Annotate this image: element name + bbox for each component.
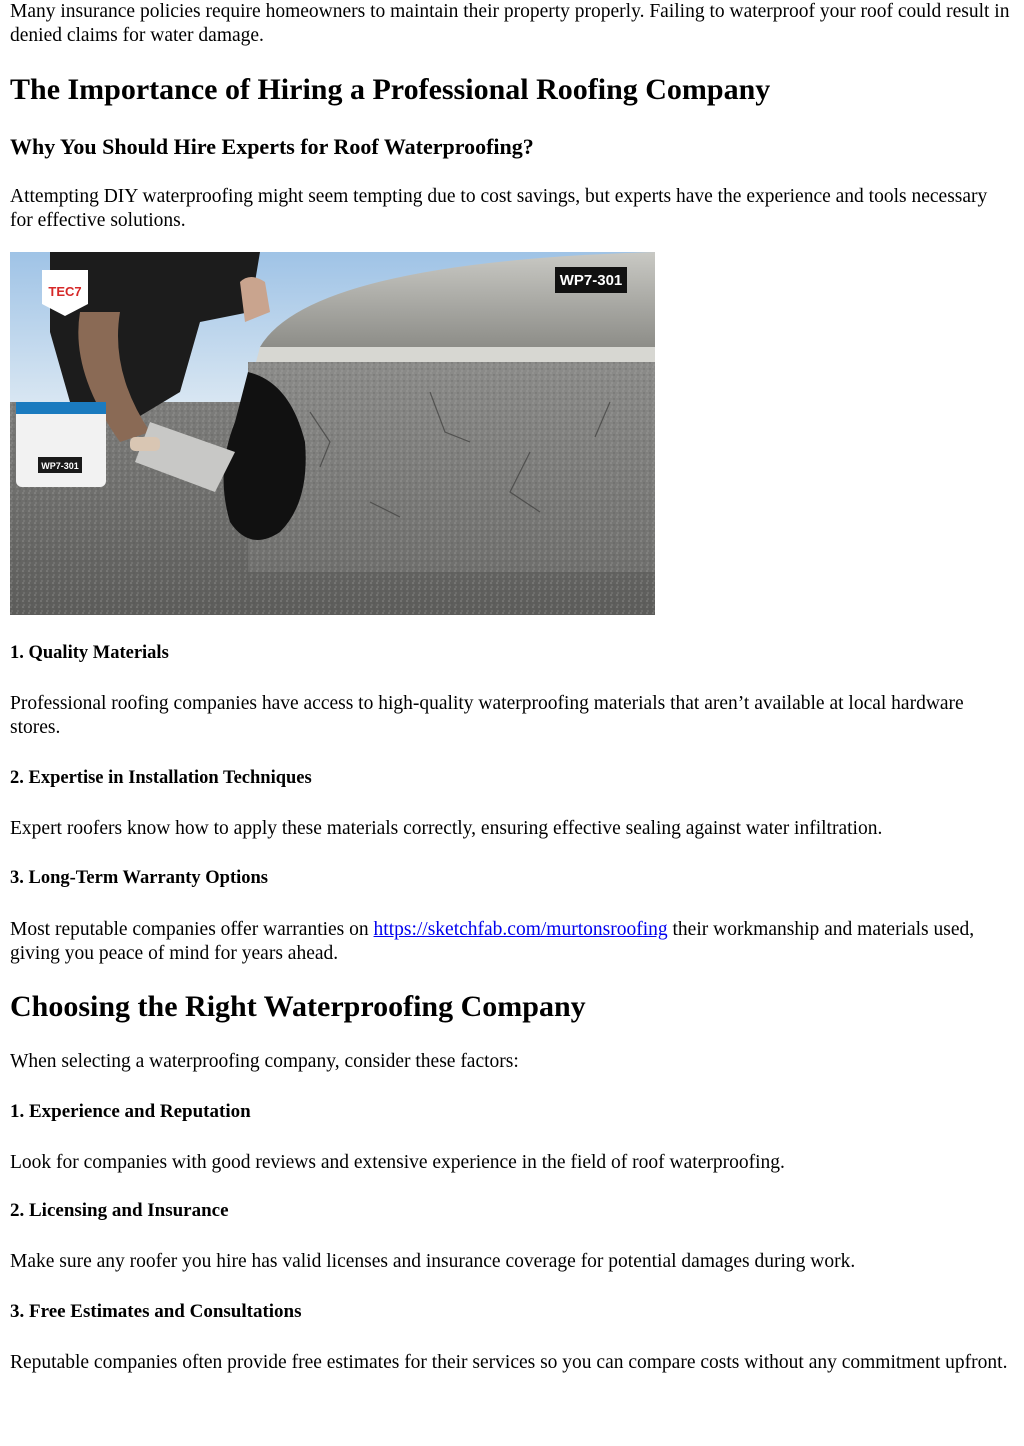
section-title-choosing: Choosing the Right Waterproofing Company: [10, 990, 586, 1023]
roof-waterproofing-photo: [10, 252, 655, 615]
factor-heading-experience: 1. Experience and Reputation: [10, 1101, 251, 1122]
factor-text-estimates: Reputable companies often provide free estimates for their services so you can compare costs without any commitment upfront.: [10, 1352, 1008, 1373]
item-heading-quality-materials: 1. Quality Materials: [10, 643, 169, 663]
item-text-quality-materials: Professional roofing companies have access to high-quality waterproofing materials that aren’t available at local hardware stores.: [10, 693, 964, 738]
item-heading-warranty: 3. Long-Term Warranty Options: [10, 868, 268, 888]
section1-intro-paragraph: Attempting DIY waterproofing might seem tempting due to cost savings, but experts have the experience and tools necessary for effective solutions.: [10, 186, 988, 231]
tec7-logo: TEC7: [48, 284, 82, 299]
factor-text-experience: Look for companies with good reviews and extensive experience in the field of roof waterproofing.: [10, 1152, 785, 1173]
item-text-warranty: [10, 918, 1010, 965]
warranty-text-end: their workmanship and materials used, giving you peace of mind for years ahead.: [10, 919, 975, 964]
section-subtitle-why-hire: Why You Should Hire Experts for Roof Waterproofing?: [10, 134, 534, 159]
factor-heading-licensing: 2. Licensing and Insurance: [10, 1200, 229, 1221]
section2-intro-paragraph: When selecting a waterproofing company, consider these factors:: [10, 1051, 519, 1072]
bucket-label: WP7-301: [41, 461, 79, 471]
intro-paragraph: Many insurance policies require homeowners to maintain their property properly. Failing to waterproof your roof could result in denied claims for water damage.: [10, 1, 1010, 46]
section-title-importance: The Importance of Hiring a Professional Roofing Company: [10, 73, 771, 106]
warranty-text-start: Most reputable companies offer warranties on: [10, 919, 374, 940]
item-text-expertise: Expert roofers know how to apply these materials correctly, ensuring effective sealing against water infiltration.: [10, 818, 883, 839]
product-badge: WP7-301: [559, 272, 623, 289]
factor-text-licensing: Make sure any roofer you hire has valid licenses and insurance coverage for potential damages during work.: [10, 1251, 856, 1272]
factor-heading-estimates: 3. Free Estimates and Consultations: [10, 1301, 302, 1322]
item-heading-expertise: 2. Expertise in Installation Techniques: [10, 768, 312, 788]
sketchfab-link[interactable]: https://sketchfab.com/murtonsroofing: [373, 919, 668, 940]
